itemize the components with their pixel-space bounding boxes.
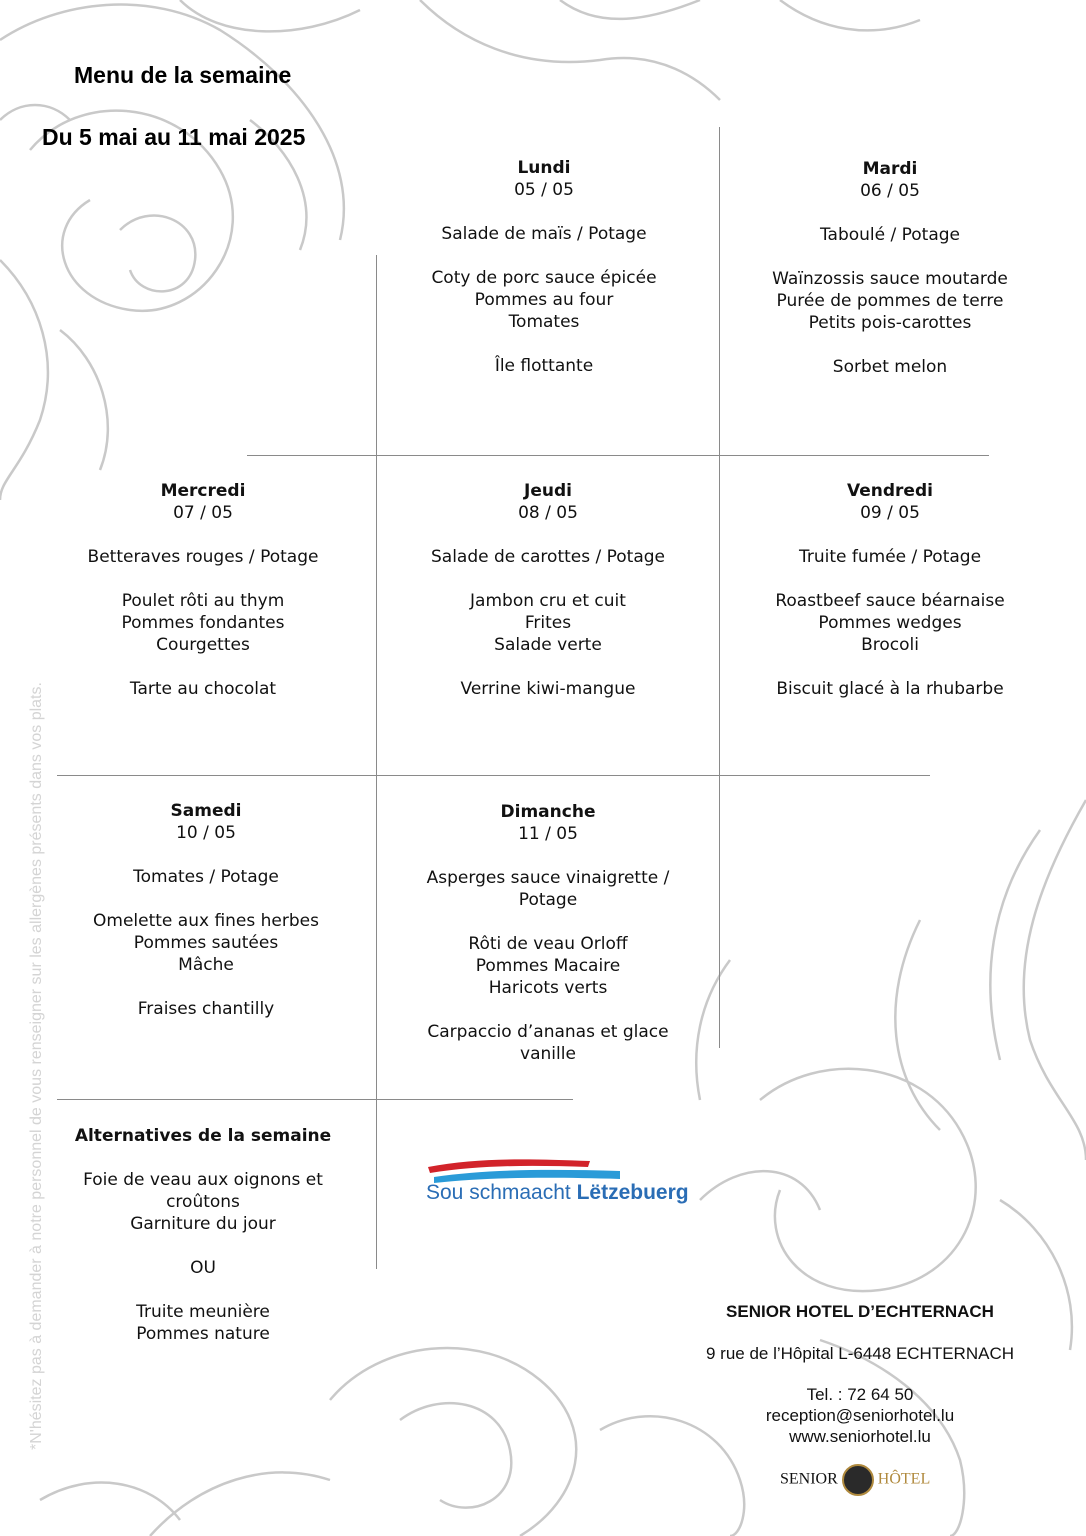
starter: Betteraves rouges / Potage (87, 547, 319, 567)
day-date: 10 / 05 (176, 823, 236, 843)
side-dish: Pommes Macaire (475, 956, 621, 976)
day-name: Vendredi (847, 481, 933, 501)
grid-divider (57, 775, 930, 776)
side-dish: Pommes fondantes (121, 613, 285, 633)
dessert: Fraises chantilly (137, 999, 275, 1019)
alternative-separator: OU (190, 1258, 216, 1278)
day-name: Samedi (170, 801, 242, 821)
day-date: 07 / 05 (173, 503, 233, 523)
day-menu-lundi (404, 157, 684, 377)
grid-divider (247, 455, 989, 456)
grid-divider (719, 455, 720, 775)
day-menu-samedi (66, 800, 346, 1020)
side-dish: Pommes au four (474, 290, 614, 310)
logo-text-light: Sou schmaacht (426, 1181, 577, 1204)
main-dish: Waïnzossis sauce moutarde (772, 269, 1008, 289)
hotel-emblem-icon (842, 1464, 874, 1496)
sou-schmaacht-letzebuerg-logo (420, 1155, 689, 1215)
alternative-dish: Pommes nature (136, 1324, 270, 1344)
dessert: Sorbet melon (832, 357, 948, 377)
dessert: vanille (520, 1044, 576, 1064)
menu-period: Du 5 mai au 11 mai 2025 (42, 124, 306, 150)
alternatives-title: Alternatives de la semaine (74, 1126, 332, 1146)
side-dish: Frites (524, 613, 572, 633)
side-dish: Pommes sautées (133, 933, 279, 953)
main-dish: Roastbeef sauce béarnaise (775, 591, 1005, 611)
grid-divider (376, 1099, 377, 1269)
day-menu-vendredi (745, 480, 1035, 700)
alternative-dish: Foie de veau aux oignons et (83, 1170, 323, 1190)
starter: Asperges sauce vinaigrette / (426, 868, 670, 888)
logo-text-bold: Lëtzebuerg (576, 1181, 689, 1204)
hotel-website[interactable]: www.seniorhotel.lu (789, 1427, 931, 1446)
dessert: Île flottante (494, 356, 594, 376)
main-dish: Coty de porc sauce épicée (431, 268, 657, 288)
dessert: Biscuit glacé à la rhubarbe (776, 679, 1004, 699)
side-dish: Pommes wedges (818, 613, 962, 633)
day-date: 11 / 05 (518, 824, 578, 844)
side-dish: Tomates (508, 312, 580, 332)
main-dish: Poulet rôti au thym (121, 591, 285, 611)
main-dish: Omelette aux fines herbes (93, 911, 319, 931)
day-name: Dimanche (500, 802, 596, 822)
day-name: Mardi (862, 159, 918, 179)
page-title: Menu de la semaine (74, 62, 292, 88)
side-dish: Petits pois-carottes (808, 313, 972, 333)
alternatives-section (63, 1125, 343, 1345)
grid-divider (57, 1099, 573, 1100)
day-date: 09 / 05 (860, 503, 920, 523)
side-dish: Courgettes (156, 635, 250, 655)
day-date: 08 / 05 (518, 503, 578, 523)
hotel-phone: Tel. : 72 64 50 (806, 1385, 914, 1404)
hotel-address: 9 rue de l’Hôpital L-6448 ECHTERNACH (705, 1344, 1015, 1363)
day-menu-mercredi (63, 480, 343, 700)
starter: Salade de carottes / Potage (431, 547, 665, 567)
day-name: Mercredi (160, 481, 246, 501)
logo-text (426, 1181, 689, 1205)
side-dish: Salade verte (494, 635, 602, 655)
hotel-name: SENIOR HOTEL D’ECHTERNACH (726, 1302, 994, 1321)
day-menu-mardi (745, 158, 1035, 378)
alternative-dish: croûtons (166, 1192, 240, 1212)
side-dish: Purée de pommes de terre (776, 291, 1004, 311)
side-dish: Mâche (178, 955, 234, 975)
day-menu-jeudi (408, 480, 688, 700)
day-menu-dimanche (408, 801, 688, 1065)
hotel-email[interactable]: reception@seniorhotel.lu (765, 1406, 955, 1425)
logo-senior-text: SENIOR (780, 1470, 838, 1488)
dessert: Tarte au chocolat (129, 679, 277, 699)
main-dish: Rôti de veau Orloff (468, 934, 628, 954)
logo-hotel-text: HÔTEL (877, 1470, 931, 1488)
starter: Taboulé / Potage (819, 225, 961, 245)
day-date: 06 / 05 (860, 181, 920, 201)
allergen-note: *N'hésitez pas à demander à notre personnel de vous renseigner sur les allergènes présents dans vos plats. (28, 682, 45, 1450)
grid-divider (376, 255, 377, 455)
grid-divider (719, 127, 720, 455)
grid-divider (376, 775, 377, 1100)
main-dish: Jambon cru et cuit (470, 591, 626, 611)
grid-divider (719, 775, 720, 1048)
side-dish: Haricots verts (488, 978, 608, 998)
alternative-dish: Garniture du jour (130, 1214, 276, 1234)
grid-divider (376, 455, 377, 775)
starter: Potage (518, 890, 578, 910)
side-dish: Brocoli (861, 635, 919, 655)
day-name: Lundi (517, 158, 571, 178)
alternative-dish: Truite meunière (136, 1302, 270, 1322)
starter: Tomates / Potage (133, 867, 279, 887)
starter: Truite fumée / Potage (798, 547, 982, 567)
day-date: 05 / 05 (514, 180, 574, 200)
senior-hotel-logo (780, 1464, 930, 1496)
day-name: Jeudi (524, 481, 572, 501)
starter: Salade de maïs / Potage (441, 224, 647, 244)
dessert: Verrine kiwi-mangue (460, 679, 636, 699)
dessert: Carpaccio d’ananas et glace (427, 1022, 669, 1042)
